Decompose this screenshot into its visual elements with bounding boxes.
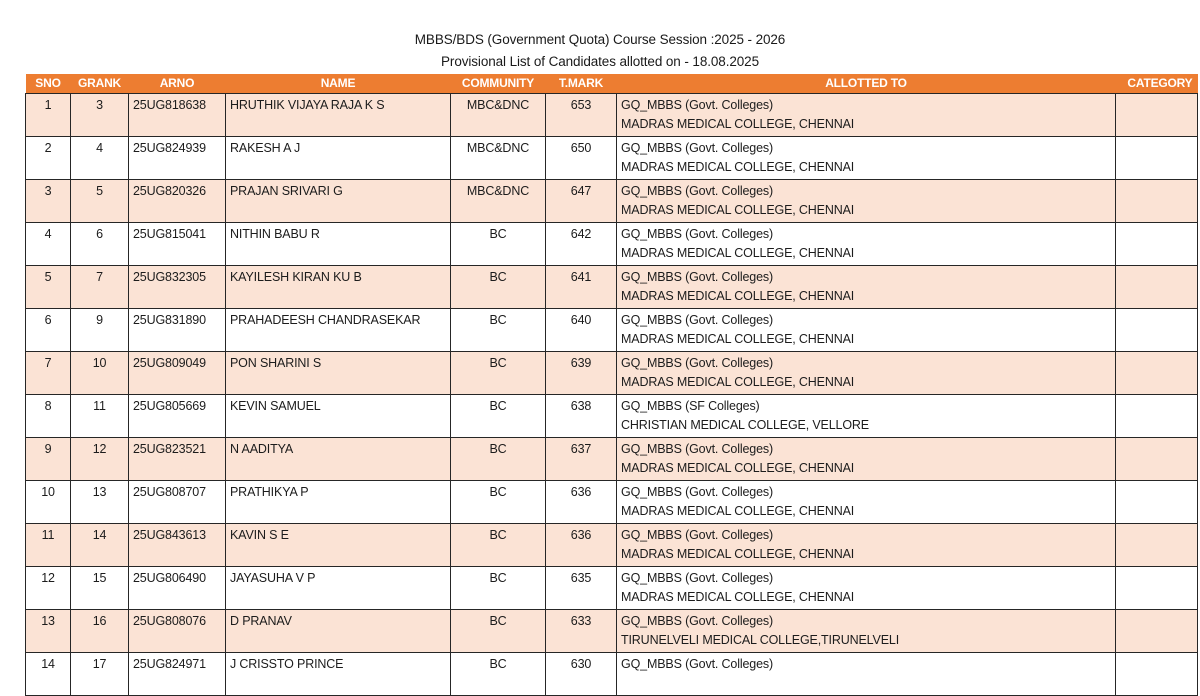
sno-cell: 1 [26, 93, 71, 136]
category-cell [1116, 351, 1198, 394]
community-cell: BC [451, 652, 546, 695]
allotted-cell [617, 652, 1116, 695]
sno-cell: 3 [26, 179, 71, 222]
grank-cell: 11 [71, 394, 129, 437]
category-cell [1116, 308, 1198, 351]
category-cell [1116, 265, 1198, 308]
allotted-cell [617, 523, 1116, 566]
community-cell: BC [451, 222, 546, 265]
sno-cell: 4 [26, 222, 71, 265]
arno-cell: 25UG823521 [129, 437, 226, 480]
allotted-cell [617, 179, 1116, 222]
allotted-quota-line: GQ_MBBS (Govt. Colleges) [621, 484, 774, 499]
community-cell: BC [451, 480, 546, 523]
arno-cell: 25UG808076 [129, 609, 226, 652]
arno-cell: 25UG843613 [129, 523, 226, 566]
tmark-cell: 633 [546, 609, 617, 652]
allotted-quota-line: GQ_MBBS (Govt. Colleges) [621, 570, 774, 585]
allotted-college-line: MADRAS MEDICAL COLLEGE, CHENNAI [621, 374, 855, 389]
name-cell: NITHIN BABU R [226, 222, 451, 265]
allotted-cell [617, 93, 1116, 136]
allotted-quota-line: GQ_MBBS (Govt. Colleges) [621, 97, 774, 112]
sno-cell: 8 [26, 394, 71, 437]
name-cell: J CRISSTO PRINCE [226, 652, 451, 695]
name-cell: PON SHARINI S [226, 351, 451, 394]
category-cell [1116, 566, 1198, 609]
name-cell: D PRANAV [226, 609, 451, 652]
allotted-college-line: MADRAS MEDICAL COLLEGE, CHENNAI [621, 503, 855, 518]
tmark-cell: 630 [546, 652, 617, 695]
allotted-college-line: MADRAS MEDICAL COLLEGE, CHENNAI [621, 460, 855, 475]
table-row [26, 566, 1198, 609]
grank-cell: 12 [71, 437, 129, 480]
arno-cell: 25UG831890 [129, 308, 226, 351]
allotted-quota-line: GQ_MBBS (Govt. Colleges) [621, 527, 774, 542]
tmark-cell: 635 [546, 566, 617, 609]
sno-cell: 14 [26, 652, 71, 695]
table-row [26, 136, 1198, 179]
tmark-cell: 638 [546, 394, 617, 437]
category-cell [1116, 652, 1198, 695]
name-cell: HRUTHIK VIJAYA RAJA K S [226, 93, 451, 136]
table-row [26, 480, 1198, 523]
grank-cell: 9 [71, 308, 129, 351]
tmark-cell: 653 [546, 93, 617, 136]
allotted-college-line: TIRUNELVELI MEDICAL COLLEGE,TIRUNELVELI [621, 632, 900, 647]
category-cell [1116, 93, 1198, 136]
community-cell: MBC&DNC [451, 179, 546, 222]
sno-cell: 5 [26, 265, 71, 308]
grank-cell: 13 [71, 480, 129, 523]
allotted-cell [617, 566, 1116, 609]
allotted-quota-line: GQ_MBBS (Govt. Colleges) [621, 441, 774, 456]
col-header-sno: SNO [26, 74, 71, 93]
col-header-grank: GRANK [71, 74, 129, 93]
col-header-name: NAME [226, 74, 451, 93]
allotted-college-line: MADRAS MEDICAL COLLEGE, CHENNAI [621, 331, 855, 346]
allotted-cell [617, 609, 1116, 652]
category-cell [1116, 609, 1198, 652]
document-header [0, 0, 1200, 72]
tmark-cell: 640 [546, 308, 617, 351]
allotted-quota-line: GQ_MBBS (Govt. Colleges) [621, 613, 774, 628]
sno-cell: 12 [26, 566, 71, 609]
col-header-tmark: T.MARK [546, 74, 617, 93]
grank-cell: 17 [71, 652, 129, 695]
allotted-cell [617, 265, 1116, 308]
allotted-college-line: CHRISTIAN MEDICAL COLLEGE, VELLORE [621, 417, 869, 432]
table-row [26, 222, 1198, 265]
grank-cell: 3 [71, 93, 129, 136]
grank-cell: 10 [71, 351, 129, 394]
allotted-college-line: MADRAS MEDICAL COLLEGE, CHENNAI [621, 202, 855, 217]
table-row [26, 265, 1198, 308]
allotted-quota-line: GQ_MBBS (Govt. Colleges) [621, 183, 774, 198]
community-cell: BC [451, 437, 546, 480]
allotted-college-line: MADRAS MEDICAL COLLEGE, CHENNAI [621, 589, 855, 604]
grank-cell: 15 [71, 566, 129, 609]
tmark-cell: 637 [546, 437, 617, 480]
tmark-cell: 639 [546, 351, 617, 394]
table-body [26, 93, 1198, 695]
allotted-quota-line: GQ_MBBS (Govt. Colleges) [621, 355, 774, 370]
col-header-community: COMMUNITY [451, 74, 546, 93]
arno-cell: 25UG824939 [129, 136, 226, 179]
arno-cell: 25UG818638 [129, 93, 226, 136]
category-cell [1116, 222, 1198, 265]
sno-cell: 10 [26, 480, 71, 523]
category-cell [1116, 394, 1198, 437]
grank-cell: 7 [71, 265, 129, 308]
grank-cell: 6 [71, 222, 129, 265]
allotted-quota-line: GQ_MBBS (Govt. Colleges) [621, 140, 774, 155]
sno-cell: 9 [26, 437, 71, 480]
allotted-cell [617, 437, 1116, 480]
allotment-table [25, 74, 1198, 696]
community-cell: MBC&DNC [451, 136, 546, 179]
arno-cell: 25UG805669 [129, 394, 226, 437]
col-header-arno: ARNO [129, 74, 226, 93]
table-row [26, 437, 1198, 480]
community-cell: MBC&DNC [451, 93, 546, 136]
sno-cell: 7 [26, 351, 71, 394]
category-cell [1116, 179, 1198, 222]
allotted-college-line: MADRAS MEDICAL COLLEGE, CHENNAI [621, 546, 855, 561]
tmark-cell: 636 [546, 480, 617, 523]
sno-cell: 11 [26, 523, 71, 566]
allotted-quota-line: GQ_MBBS (Govt. Colleges) [621, 656, 774, 671]
allotted-quota-line: GQ_MBBS (Govt. Colleges) [621, 269, 774, 284]
col-header-allotted: ALLOTTED TO [617, 74, 1116, 93]
table-row [26, 308, 1198, 351]
allotted-quota-line: GQ_MBBS (Govt. Colleges) [621, 312, 774, 327]
allotted-college-line: MADRAS MEDICAL COLLEGE, CHENNAI [621, 116, 855, 131]
name-cell: PRAHADEESH CHANDRASEKAR [226, 308, 451, 351]
name-cell: KAYILESH KIRAN KU B [226, 265, 451, 308]
allotted-cell [617, 222, 1116, 265]
community-cell: BC [451, 566, 546, 609]
arno-cell: 25UG832305 [129, 265, 226, 308]
allotted-college-line: MADRAS MEDICAL COLLEGE, CHENNAI [621, 159, 855, 174]
tmark-cell: 641 [546, 265, 617, 308]
arno-cell: 25UG824971 [129, 652, 226, 695]
category-cell [1116, 136, 1198, 179]
table-row [26, 609, 1198, 652]
allotted-quota-line: GQ_MBBS (SF Colleges) [621, 398, 760, 413]
table-row [26, 652, 1198, 695]
name-cell: PRAJAN SRIVARI G [226, 179, 451, 222]
grank-cell: 16 [71, 609, 129, 652]
table-row [26, 351, 1198, 394]
community-cell: BC [451, 609, 546, 652]
allotted-quota-line: GQ_MBBS (Govt. Colleges) [621, 226, 774, 241]
allotted-college-line: MADRAS MEDICAL COLLEGE, CHENNAI [621, 245, 855, 260]
allotted-college-line: MADRAS MEDICAL COLLEGE, CHENNAI [621, 288, 855, 303]
community-cell: BC [451, 351, 546, 394]
community-cell: BC [451, 265, 546, 308]
document-title: MBBS/BDS (Government Quota) Course Session :2025 - 2026 [414, 32, 786, 47]
tmark-cell: 642 [546, 222, 617, 265]
tmark-cell: 647 [546, 179, 617, 222]
table-row [26, 93, 1198, 136]
name-cell: KAVIN S E [226, 523, 451, 566]
community-cell: BC [451, 308, 546, 351]
col-header-category: CATEGORY [1116, 74, 1198, 93]
name-cell: N AADITYA [226, 437, 451, 480]
name-cell: JAYASUHA V P [226, 566, 451, 609]
table-row [26, 523, 1198, 566]
arno-cell: 25UG820326 [129, 179, 226, 222]
grank-cell: 14 [71, 523, 129, 566]
category-cell [1116, 523, 1198, 566]
community-cell: BC [451, 394, 546, 437]
allotted-cell [617, 308, 1116, 351]
category-cell [1116, 480, 1198, 523]
grank-cell: 4 [71, 136, 129, 179]
arno-cell: 25UG808707 [129, 480, 226, 523]
allotted-cell [617, 394, 1116, 437]
arno-cell: 25UG815041 [129, 222, 226, 265]
allotted-cell [617, 480, 1116, 523]
allotted-cell [617, 351, 1116, 394]
community-cell: BC [451, 523, 546, 566]
arno-cell: 25UG806490 [129, 566, 226, 609]
category-cell [1116, 437, 1198, 480]
name-cell: PRATHIKYA P [226, 480, 451, 523]
table-row [26, 394, 1198, 437]
tmark-cell: 636 [546, 523, 617, 566]
arno-cell: 25UG809049 [129, 351, 226, 394]
name-cell: RAKESH A J [226, 136, 451, 179]
sno-cell: 6 [26, 308, 71, 351]
tmark-cell: 650 [546, 136, 617, 179]
sno-cell: 13 [26, 609, 71, 652]
name-cell: KEVIN SAMUEL [226, 394, 451, 437]
allotted-cell [617, 136, 1116, 179]
document-subtitle: Provisional List of Candidates allotted on - 18.08.2025 [441, 53, 759, 69]
grank-cell: 5 [71, 179, 129, 222]
table-header-row [26, 74, 1198, 93]
sno-cell: 2 [26, 136, 71, 179]
table-row [26, 179, 1198, 222]
